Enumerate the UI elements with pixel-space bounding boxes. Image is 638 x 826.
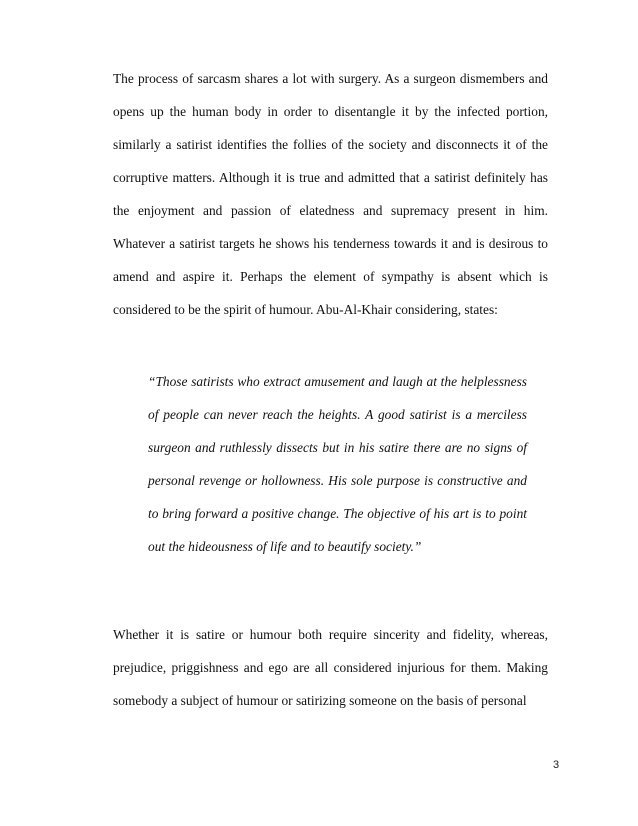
page-number: 3 [553, 759, 560, 771]
body-paragraph-1: The process of sarcasm shares a lot with surgery. As a surgeon dismembers and opens up the human body in order to disentangle it by the infected portion, similarly a satirist identifies the follies of the society and disconnects it of the corruptive matters. Although it is true and admitted that a satirist definitely has the enjoyment and passion of elatedness and supremacy present in him. Whatever a satirist targets he shows his tenderness towards it and is desirous to amend and aspire it. Perhaps the element of sympathy is absent which is considered to be the spirit of humour. Abu-Al-Khair considering, states: [113, 71, 548, 317]
block-quote: “Those satirists who extract amusement and laugh at the helplessness of people can never reach the heights. A good satirist is a merciless surgeon and ruthlessly dissects but in his satire there are no signs of personal revenge or hollowness. His sole purpose is constructive and to bring forward a positive change. The objective of his art is to point out the hideousness of life and to beautify society.” [148, 374, 527, 554]
body-paragraph-2: Whether it is satire or humour both require sincerity and fidelity, whereas, prejudice, priggishness and ego are all considered injurious for them. Making somebody a subject of humour or satirizing someone on the basis of personal [113, 627, 548, 708]
